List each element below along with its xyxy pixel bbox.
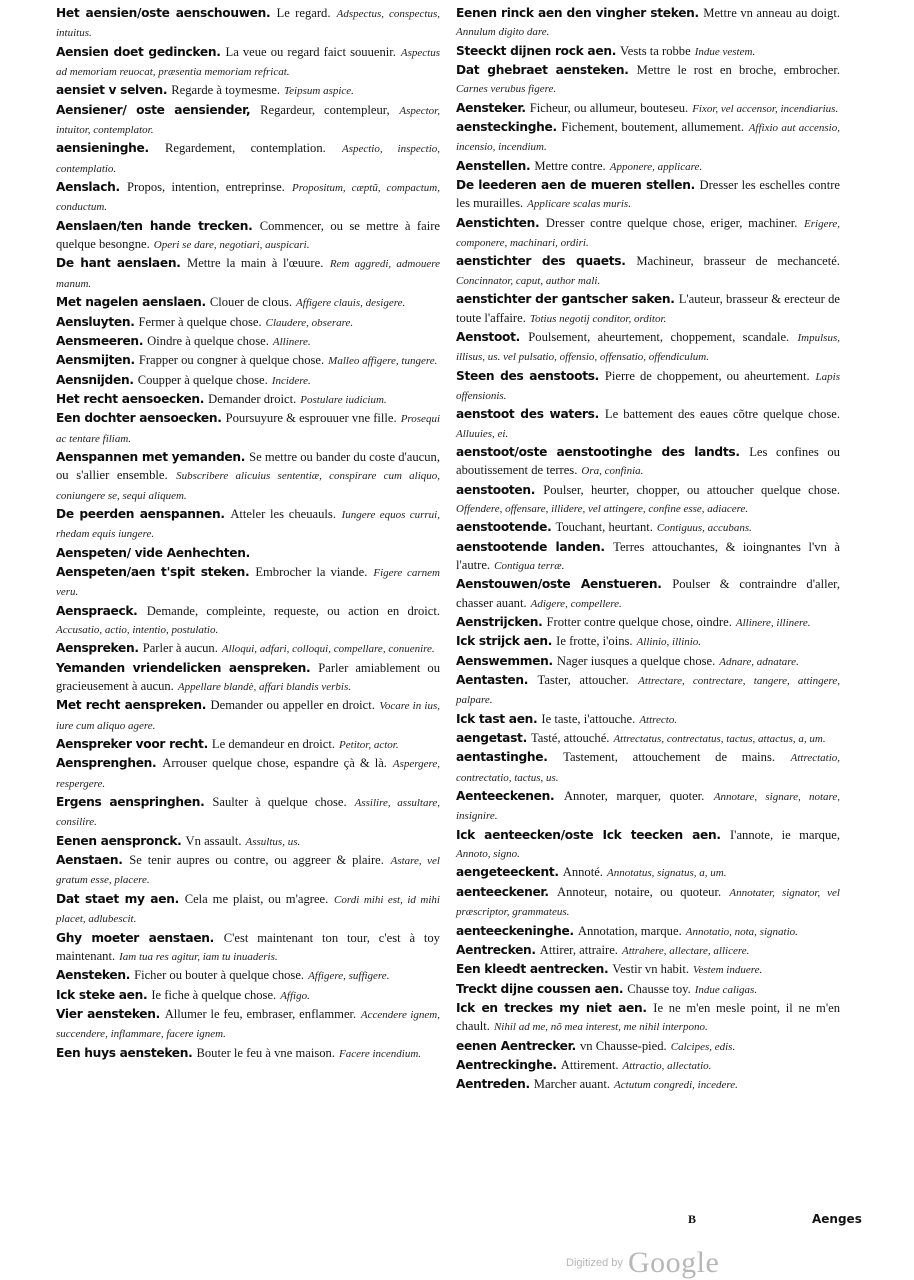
dictionary-entry	[56, 1005, 440, 1044]
entry-headword: aensteckinghe.	[456, 120, 557, 135]
entry-french: Se mettre ou bander du coste d'aucun, ou s'allier ensemble.	[56, 449, 440, 483]
entry-french: Mettre la main à l'œuure.	[187, 256, 324, 271]
entry-latin: Attractio, allectatio.	[622, 1059, 712, 1072]
entry-latin: Teipsum aspice.	[284, 85, 354, 98]
dictionary-entry	[456, 980, 840, 999]
entry-latin: Erigere, componere, machinari, ordiri.	[456, 217, 840, 250]
dictionary-entry	[56, 313, 440, 332]
entry-french: Se tenir aupres ou contre, ou aggreer & plaire.	[129, 853, 384, 868]
entry-headword: Aenspannen met yemanden.	[56, 449, 246, 464]
dictionary-entry	[456, 863, 840, 882]
dictionary-entry	[56, 851, 440, 890]
dictionary-entry	[456, 481, 840, 519]
entry-latin: Nihil ad me, nõ mea interest, me nihil interpono.	[493, 1021, 708, 1034]
entry-french: Mettre le rost en broche, embrocher.	[636, 63, 840, 78]
entry-french: Le regard.	[276, 6, 331, 20]
entry-french: Taster, attoucher.	[537, 673, 629, 688]
dictionary-entry	[56, 332, 440, 351]
entry-french: Regardeur, contempleur,	[260, 102, 390, 117]
dictionary-entry	[56, 602, 440, 640]
entry-french: Machineur, brasseur de mechanceté.	[636, 254, 840, 269]
entry-french: Saulter à quelque chose.	[212, 795, 347, 810]
entry-latin: Attrecto.	[639, 713, 678, 726]
dictionary-entry	[56, 505, 440, 544]
entry-french: Poursuyure & esprouuer vne fille.	[225, 411, 397, 426]
entry-latin: Affigo.	[280, 989, 310, 1002]
entry-french: Regarde à toymesme.	[171, 83, 281, 98]
entry-headword: Aensteken.	[56, 968, 131, 983]
entry-latin: Adspectus, conspectus, intuitus.	[56, 8, 440, 40]
entry-headword: Aenswemmen.	[456, 653, 553, 668]
entry-headword: eenen Aentrecker.	[456, 1038, 576, 1053]
entry-headword: Het recht aensoecken.	[56, 391, 205, 406]
entry-latin: Figere carnem veru.	[56, 566, 440, 599]
entry-headword: Aenslach.	[56, 180, 120, 195]
entry-french: Demande, compleinte, requeste, ou action en droict.	[146, 603, 440, 618]
entry-french: Vestir vn habit.	[612, 962, 689, 977]
entry-headword: Aensien doet gedincken.	[56, 44, 221, 59]
entry-headword: aenstoot/oste aenstootinghe des landts.	[456, 444, 740, 459]
entry-french: Poulser & contraindre d'aller, chasser auant.	[456, 577, 840, 610]
entry-headword: Een dochter aensoecken.	[56, 411, 222, 426]
entry-latin: Assilire, assultare, consilire.	[56, 797, 440, 829]
signature-mark: B	[688, 1212, 697, 1226]
entry-french: Oindre à quelque chose.	[147, 333, 269, 348]
entry-headword: Aenspeten/aen t'spit steken.	[56, 564, 250, 579]
entry-latin: Vestem induere.	[693, 964, 763, 977]
entry-headword: Aenstaen.	[56, 853, 123, 868]
entry-latin: Fixor, vel accensor, incendiarius.	[692, 102, 839, 115]
entry-french: La veue ou regard faict souuenir.	[225, 44, 396, 59]
entry-latin: Allinere, illinere.	[735, 617, 811, 629]
entry-latin: Affixio aut accensio, incensio, incendium.	[456, 122, 840, 154]
entry-french: Le battement des eaues cõtre quelque chose.	[604, 407, 840, 422]
entry-latin: Aspectus ad memoriam reuocat, præsentia memoriam refricat.	[56, 46, 440, 79]
entry-headword: Aentreden.	[456, 1077, 530, 1092]
entry-french: Nager iusques a quelque chose.	[556, 653, 716, 668]
entry-latin: Annotatio, nota, signatio.	[685, 925, 798, 938]
entry-french: Fermer à quelque chose.	[138, 314, 262, 329]
entry-headword: Een huys aensteken.	[56, 1045, 193, 1060]
entry-french: Fichement, boutement, allumement.	[561, 120, 745, 135]
entry-headword: Eenen rinck aen den vingher steken.	[456, 6, 699, 20]
entry-french: Annoté.	[562, 865, 603, 880]
entry-latin: Carnes verubus figere.	[456, 83, 557, 96]
entry-latin: Allinere.	[272, 335, 311, 348]
entry-headword: Ghy moeter aenstaen.	[56, 930, 214, 945]
dictionary-entry	[456, 443, 840, 481]
entry-french: Ficher ou bouter à quelque chose.	[134, 968, 305, 983]
entry-french: Attirer, attraire.	[539, 942, 618, 957]
right-column	[456, 4, 840, 1095]
entry-headword: De leederen aen de mueren stellen.	[456, 178, 695, 193]
dictionary-entry	[456, 118, 840, 157]
dictionary-entry	[456, 671, 840, 710]
entry-headword: aenstootende landen.	[456, 539, 605, 554]
entry-headword: aensieninghe.	[56, 141, 149, 156]
dictionary-entry	[56, 293, 440, 312]
dictionary-entry	[456, 61, 840, 99]
dictionary-entry	[56, 43, 440, 82]
entry-latin: Adnare, adnatare.	[719, 655, 799, 668]
entry-headword: Aenstouwen/oste Aenstueren.	[456, 577, 662, 592]
entry-french: Dresser les eschelles contre les murailles.	[456, 178, 840, 211]
entry-latin: Ora, confinia.	[581, 465, 644, 478]
entry-latin: Propositum, cæptũ, compactum, conductum.	[56, 182, 440, 214]
dictionary-entry	[56, 735, 440, 754]
entry-latin: Alloqui, adfari, colloqui, compellare, conuenire.	[221, 643, 435, 656]
entry-headword: aenteeckener.	[456, 884, 549, 899]
entry-latin: Offendere, offensare, illidere, vel attingere, confine esse, adiacere.	[456, 502, 749, 515]
entry-headword: Aenspeten/ vide Aenhechten.	[56, 545, 250, 560]
entry-latin: Annulum digito dare.	[456, 26, 550, 39]
dictionary-entry	[56, 563, 440, 602]
entry-latin: Calcipes, edis.	[670, 1040, 736, 1053]
dictionary-entry	[456, 252, 840, 290]
dictionary-entry	[456, 632, 840, 651]
dictionary-entry	[456, 538, 840, 576]
entry-latin: Actutum congredi, incedere.	[614, 1079, 738, 1092]
entry-headword: Een kleedt aentrecken.	[456, 962, 609, 977]
entry-latin: Attrectatio, contrectatio, tactus, us.	[456, 752, 840, 784]
dictionary-entry	[56, 639, 440, 658]
dictionary-entry	[56, 754, 440, 793]
dictionary-entry	[56, 371, 440, 390]
entry-headword: Aensmeeren.	[56, 333, 144, 348]
dictionary-entry	[56, 890, 440, 929]
entry-french: Demander droict.	[208, 391, 297, 406]
entry-headword: aenteeckeninghe.	[456, 923, 574, 938]
dictionary-entry	[456, 941, 840, 960]
entry-headword: aengeteeckent.	[456, 865, 559, 880]
entry-headword: Met nagelen aenslaen.	[56, 295, 206, 310]
entry-latin: Petitor, actor.	[339, 739, 399, 752]
dictionary-entry	[456, 729, 840, 748]
entry-french: Regardement, contemplation.	[164, 141, 326, 156]
catchword: Aenges	[812, 1212, 862, 1226]
entry-latin: Malleo affigere, tungere.	[328, 355, 438, 368]
dictionary-entry	[456, 405, 840, 443]
entry-latin: Incidere.	[271, 374, 311, 387]
entry-french: Ficheur, ou allumeur, bouteseu.	[529, 100, 689, 115]
entry-headword: Aenstrijcken.	[456, 615, 543, 629]
entry-latin: Adigere, compellere.	[530, 597, 622, 610]
entry-french: Cela me plaist, ou m'agree.	[184, 891, 329, 906]
entry-headword: Aensnijden.	[56, 372, 134, 387]
entry-latin: Applicare scalas muris.	[527, 198, 631, 211]
dictionary-entry	[56, 832, 440, 851]
entry-headword: Ick steke aen.	[56, 987, 148, 1002]
entry-headword: Steen des aenstoots.	[456, 368, 599, 383]
entry-latin: Postulare iudicium.	[300, 393, 387, 406]
entry-headword: Aenspreken.	[56, 641, 139, 656]
entry-latin: Lapis offensionis.	[456, 370, 840, 402]
entry-latin: Impulsus, illisus, us. vel pulsatio, offensio, offensatio, offendiculum.	[456, 331, 840, 364]
entry-french: Mettre contre.	[534, 158, 606, 173]
entry-french: Le demandeur en droict.	[211, 737, 336, 752]
entry-headword: aentastinghe.	[456, 750, 548, 765]
dictionary-entry	[56, 793, 440, 832]
entry-french: Frapper ou congner à quelque chose.	[138, 353, 325, 368]
dictionary-entry	[56, 101, 440, 140]
entry-latin: Apponere, applicare.	[609, 160, 703, 173]
entry-french: Touchant, heurtant.	[555, 520, 653, 535]
dictionary-entry	[456, 613, 840, 632]
entry-latin: Aspectio, inspectio, contemplatio.	[56, 143, 440, 175]
entry-latin: Attrectare, contrectare, tangere, attingere, palpare.	[456, 675, 840, 707]
entry-headword: De hant aenslaen.	[56, 256, 181, 271]
dictionary-entry	[56, 1044, 440, 1063]
entry-headword: Aensluyten.	[56, 314, 135, 329]
entry-latin: Astare, vel gratum esse, placere.	[56, 855, 440, 887]
entry-french: Poulser, heurter, chopper, ou attoucher quelque chose.	[543, 482, 840, 497]
entry-headword: aensiet v selven.	[56, 83, 168, 98]
dictionary-entry	[56, 139, 440, 178]
watermark-prefix: Digitized by	[566, 1257, 623, 1269]
entry-headword: Aensmijten.	[56, 353, 135, 368]
dictionary-entry	[456, 99, 840, 118]
entry-latin: Attrectatus, contrectatus, tactus, attactus, a, um.	[613, 733, 826, 746]
entry-headword: Eenen aenspronck.	[56, 833, 182, 848]
entry-headword: De peerden aenspannen.	[56, 506, 225, 521]
entry-french: Annoteur, notaire, ou quoteur.	[557, 884, 722, 899]
entry-latin: Accendere ignem, succendere, inflammare, facere ignem.	[56, 1008, 440, 1041]
entry-latin: Annotater, signator, vel præscriptor, grammateus.	[456, 886, 840, 919]
entry-latin: Totius negotij conditor, orditor.	[529, 312, 667, 325]
entry-latin: Affigere clauis, desigere.	[296, 297, 406, 310]
entry-latin: Indue caligas.	[694, 983, 758, 996]
dictionary-entry	[56, 254, 440, 293]
entry-latin: Aspector, intuitor, contemplator.	[56, 104, 440, 137]
entry-headword: Steeckt dijnen rock aen.	[456, 43, 617, 58]
dictionary-entry	[456, 328, 840, 367]
entry-headword: Met recht aenspreken.	[56, 698, 207, 713]
entry-french: Mettre vn anneau au doigt.	[703, 6, 840, 20]
entry-latin: Subscribere alicuius sententiæ, conspirare cum aliquo, coniungere se, sequi aliquem.	[56, 470, 440, 502]
dictionary-entry	[456, 42, 840, 61]
dictionary-entry	[456, 652, 840, 671]
entry-latin: Aspergere, respergere.	[56, 758, 440, 790]
entry-french: Vn assault.	[185, 833, 242, 848]
entry-latin: Annotare, signare, notare, insignire.	[456, 791, 841, 823]
entry-headword: Yemanden vriendelicken aenspreken.	[56, 660, 311, 675]
entry-headword: aengetast.	[456, 731, 527, 746]
entry-french: Vests ta robbe	[620, 43, 691, 58]
entry-latin: Cordi mihi est, id mihi placet, adlubescit.	[56, 893, 440, 926]
entry-french: Coupper à quelque chose.	[137, 372, 268, 387]
entry-french: Ie taste, i'attouche.	[541, 711, 636, 726]
entry-french: Dresser contre quelque chose, eriger, machiner.	[545, 215, 798, 230]
entry-french: Frotter contre quelque chose, oindre.	[546, 615, 732, 629]
entry-latin: Annoto, signo.	[456, 848, 520, 861]
entry-headword: Ergens aenspringhen.	[56, 795, 205, 810]
entry-headword: Aenspreker voor recht.	[56, 737, 208, 752]
dictionary-entry	[456, 960, 840, 979]
entry-french: I'annote, ie marque,	[729, 827, 840, 842]
entry-latin: Attrahere, allectare, allicere.	[621, 944, 750, 957]
entry-latin: Claudere, obserare.	[265, 316, 354, 329]
entry-latin: Indue vestem.	[694, 45, 756, 58]
dictionary-entry	[456, 922, 840, 941]
entry-headword: Aenstichten.	[456, 215, 540, 230]
entry-french: Pierre de choppement, ou aheurtement.	[604, 368, 810, 383]
dictionary-entry	[456, 999, 840, 1037]
entry-french: Ie fiche à quelque chose.	[151, 987, 277, 1002]
entry-headword: Aensiener/ oste aensiender,	[56, 102, 251, 117]
entry-french: Attirement.	[560, 1057, 619, 1072]
entry-latin: Rem aggredi, admouere manum.	[56, 258, 440, 290]
dictionary-entry	[56, 81, 440, 100]
dictionary-entry	[56, 986, 440, 1005]
entry-latin: Operi se dare, negotiari, auspicari.	[153, 239, 310, 252]
entry-latin: Annotatus, signatus, a, um.	[606, 867, 727, 880]
left-column	[56, 4, 440, 1063]
entry-french: vn Chausse-pied.	[579, 1038, 667, 1053]
entry-latin: Iungere equos currui, rhedam equis iungere.	[56, 508, 440, 541]
dictionary-entry	[56, 544, 440, 563]
entry-french: Commencer, ou se mettre à faire quelque besongne.	[56, 218, 440, 252]
dictionary-entry	[456, 748, 840, 787]
entry-headword: Aenstoot.	[456, 329, 520, 344]
entry-french: Les confines ou aboutissement de terres.	[456, 444, 840, 478]
entry-headword: Aenteeckenen.	[456, 789, 555, 804]
entry-latin: Accusatio, actio, intentio, postulatio.	[56, 624, 219, 636]
entry-latin: Concinnator, caput, author mali.	[456, 274, 601, 287]
entry-headword: Ick en treckes my niet aen.	[456, 1000, 647, 1015]
dictionary-entry	[456, 1037, 840, 1056]
entry-latin: Vocare in ius, iure cum aliquo agere.	[56, 700, 440, 732]
entry-french: Poulsement, aheurtement, choppement, scandale.	[528, 329, 790, 344]
entry-headword: Aenstellen.	[456, 158, 531, 173]
entry-headword: Aenspraeck.	[56, 603, 138, 618]
entry-headword: Aensprenghen.	[56, 756, 157, 771]
entry-headword: aenstooten.	[456, 482, 536, 497]
entry-latin: Prosequi ac tentare filiam.	[56, 413, 440, 445]
entry-french: Tasté, attouché.	[530, 731, 610, 746]
entry-french: Embrocher la viande.	[255, 564, 368, 579]
entry-headword: aenstichter des quaets.	[456, 254, 626, 269]
entry-french: Terres attouchantes, & ioingnantes l'vn à l'autre.	[456, 539, 840, 572]
entry-latin: Appellare blandè, affari blandis verbis.	[177, 681, 351, 694]
dictionary-entry	[456, 367, 840, 406]
dictionary-entry	[56, 966, 440, 985]
dictionary-entry	[56, 4, 440, 43]
entry-latin: Allinio, illinio.	[636, 636, 702, 649]
dictionary-entry	[56, 409, 440, 448]
entry-headword: aenstootende.	[456, 520, 552, 535]
entry-headword: Ick aenteecken/oste Ick teecken aen.	[456, 827, 721, 842]
entry-headword: Aentasten.	[456, 673, 529, 688]
entry-french: Demander ou appeller en droict.	[210, 698, 375, 713]
entry-headword: Dat ghebraet aensteken.	[456, 63, 629, 78]
entry-french: Parler à aucun.	[142, 641, 218, 656]
dictionary-entry	[56, 178, 440, 217]
entry-headword: Het aensien/oste aenschouwen.	[56, 6, 271, 20]
dictionary-entry	[56, 696, 440, 735]
entry-french: Ie frotte, i'oins.	[556, 634, 633, 649]
entry-french: Atteler les cheuauls.	[230, 506, 336, 521]
entry-french: Clouer de clous.	[209, 295, 293, 310]
dictionary-entry	[56, 390, 440, 409]
entry-headword: Aensteker.	[456, 100, 526, 115]
entry-latin: Contigua terræ.	[494, 559, 565, 572]
dictionary-entry	[56, 448, 440, 505]
entry-headword: Aentreckinghe.	[456, 1057, 557, 1072]
dictionary-entry	[456, 1075, 840, 1094]
dictionary-entry	[56, 351, 440, 370]
entry-french: Bouter le feu à vne maison.	[196, 1045, 335, 1060]
entry-headword: aenstoot des waters.	[456, 407, 599, 422]
entry-french: Annotation, marque.	[577, 923, 682, 938]
entry-latin: Facere incendium.	[339, 1047, 422, 1060]
dictionary-entry	[56, 929, 440, 967]
entry-headword: Aenslaen/ten hande trecken.	[56, 218, 253, 233]
dictionary-entry	[456, 710, 840, 729]
google-logo: Google	[627, 1246, 720, 1279]
entry-french: Parler amiablement ou gracieusement à aucun.	[56, 660, 440, 694]
entry-headword: Treckt dijne coussen aen.	[456, 981, 624, 996]
entry-french: L'auteur, brasseur & erecteur de toute l'affaire.	[456, 292, 840, 325]
page-footer	[640, 1212, 890, 1232]
entry-headword: Dat staet my aen.	[56, 891, 179, 906]
entry-french: Ie ne m'en mesle point, il ne m'en chault.	[456, 1000, 840, 1034]
dictionary-entry	[456, 883, 840, 922]
entry-french: Chausse toy.	[627, 981, 691, 996]
dictionary-entry	[56, 659, 440, 697]
dictionary-entry	[456, 214, 840, 253]
entry-french: Marcher auant.	[533, 1077, 611, 1092]
dictionary-entry	[456, 826, 840, 864]
entry-french: C'est maintenant ton tour, c'est à toy maintenant.	[56, 930, 440, 963]
dictionary-entry	[456, 1056, 840, 1075]
entry-french: Tastement, attouchement de mains.	[563, 750, 776, 765]
dictionary-entry	[456, 4, 840, 42]
dictionary-entry	[456, 575, 840, 613]
dictionary-entry	[456, 787, 840, 826]
entry-french: Allumer le feu, embraser, enflammer.	[164, 1006, 357, 1021]
entry-latin: Contiguus, accubans.	[656, 522, 752, 535]
entry-french: Arrouser quelque chose, espandre çà & là.	[162, 756, 387, 771]
entry-headword: aenstichter der gantscher saken.	[456, 292, 675, 307]
dictionary-entry	[56, 217, 440, 255]
entry-headword: Aentrecken.	[456, 942, 536, 957]
entry-headword: Ick tast aen.	[456, 711, 538, 726]
dictionary-entry	[456, 290, 840, 328]
entry-latin: Alluuies, ei.	[456, 427, 509, 440]
entry-latin: Assultus, us.	[245, 835, 301, 848]
entry-latin: Iam tua res agitur, iam tu inuaderis.	[119, 950, 278, 963]
dictionary-entry	[456, 157, 840, 176]
entry-headword: Vier aensteken.	[56, 1006, 160, 1021]
digitized-watermark	[566, 1246, 719, 1280]
entry-french: Propos, intention, entreprinse.	[127, 180, 285, 195]
entry-headword: Ick strijck aen.	[456, 634, 553, 649]
entry-latin: Affigere, suffigere.	[308, 970, 390, 983]
dictionary-entry	[456, 518, 840, 537]
dictionary-entry	[456, 176, 840, 214]
entry-french: Annoter, marquer, quoter.	[563, 789, 705, 804]
